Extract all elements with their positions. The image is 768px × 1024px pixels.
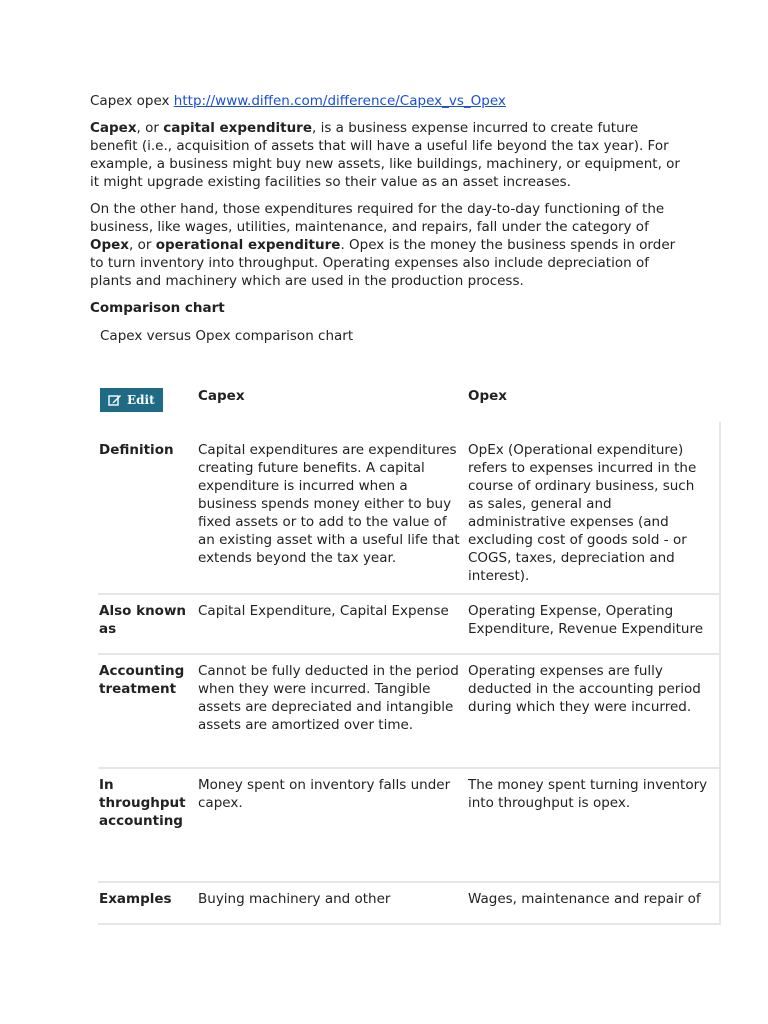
opex-cell: Wages, maintenance and repair of bbox=[468, 891, 701, 907]
opex-cell: OpEx (Operational expenditure) refers to expenses incurred in the course of ordinary business, such as sales, general and administrative expenses (and excluding cost of goods sold - or COGS, taxes, depreciation and interest). bbox=[468, 442, 697, 584]
capital-expenditure-term: capital expenditure bbox=[163, 120, 312, 136]
opex-paragraph-start: On the other hand, those expenditures required for the day-to-day functioning of the business, like wages, utilities, maintenance, and repairs, fall under the category of bbox=[90, 201, 665, 235]
capex-cell: Capital Expenditure, Capital Expense bbox=[198, 603, 449, 619]
table-row-accounting-treatment bbox=[98, 655, 721, 769]
capex-cell: Buying machinery and other bbox=[198, 891, 391, 907]
capex-paragraph bbox=[90, 119, 690, 191]
capex-cell: Cannot be fully deducted in the period when they were incurred. Tangible assets are depreciated and intangible assets are amortized over time. bbox=[198, 663, 459, 733]
source-prefix: Capex opex bbox=[90, 93, 174, 109]
row-label: Examples bbox=[99, 891, 172, 907]
document-body bbox=[90, 92, 690, 345]
opex-paragraph bbox=[90, 200, 690, 290]
operational-expenditure-term: operational expenditure bbox=[155, 237, 341, 253]
opex-cell: Operating expenses are fully deducted in the accounting period during which they were incurred. bbox=[468, 663, 701, 715]
opex-cell: The money spent turning inventory into throughput is opex. bbox=[468, 777, 708, 811]
table-header-row bbox=[98, 378, 721, 422]
edit-button[interactable] bbox=[100, 388, 163, 412]
table-row-throughput-accounting bbox=[98, 769, 721, 883]
comparison-chart-heading: Comparison chart bbox=[90, 300, 225, 316]
chart-caption: Capex versus Opex comparison chart bbox=[100, 328, 354, 344]
capex-paragraph-text: , is a business expense incurred to create future benefit (i.e., acquisition of assets that will have a useful life beyond the tax year). For example, a business might buy new assets, like buildings, machinery, or equipment, or it might upgrade existing facilities so their value as an asset increases. bbox=[90, 120, 680, 190]
row-label: Also known as bbox=[99, 603, 187, 637]
capex-sep: , or bbox=[136, 120, 164, 136]
edit-label: Edit bbox=[127, 393, 155, 407]
capex-term: Capex bbox=[90, 120, 137, 136]
source-line bbox=[90, 92, 690, 110]
comparison-table bbox=[98, 378, 721, 925]
edit-cell bbox=[98, 378, 198, 422]
row-label: Accounting treatment bbox=[99, 663, 185, 697]
table-row-also-known-as bbox=[98, 595, 721, 655]
opex-term: Opex bbox=[90, 237, 130, 253]
row-label: In throughput accounting bbox=[99, 777, 186, 829]
header-opex: Opex bbox=[468, 388, 508, 404]
opex-sep: , or bbox=[129, 237, 156, 253]
header-capex: Capex bbox=[198, 388, 245, 404]
row-label: Definition bbox=[99, 442, 174, 458]
opex-cell: Operating Expense, Operating Expenditure, Revenue Expenditure bbox=[468, 603, 704, 637]
edit-icon bbox=[108, 393, 122, 407]
diffen-link[interactable]: http://www.diffen.com/difference/Capex_vs_Opex bbox=[173, 93, 506, 109]
table-row-examples bbox=[98, 883, 721, 925]
opex-paragraph-text: . Opex is the money the business spends in order to turn inventory into throughput. Operating expenses also include depreciation of plants and machinery which are used in the production process. bbox=[90, 237, 676, 289]
table-row-definition bbox=[98, 422, 721, 595]
capex-cell: Money spent on inventory falls under capex. bbox=[198, 777, 451, 811]
capex-cell: Capital expenditures are expenditures creating future benefits. A capital expenditure is incurred when a business spends money either to buy fixed assets or to add to the value of an existing asset with a useful life that extends beyond the tax year. bbox=[198, 442, 460, 566]
